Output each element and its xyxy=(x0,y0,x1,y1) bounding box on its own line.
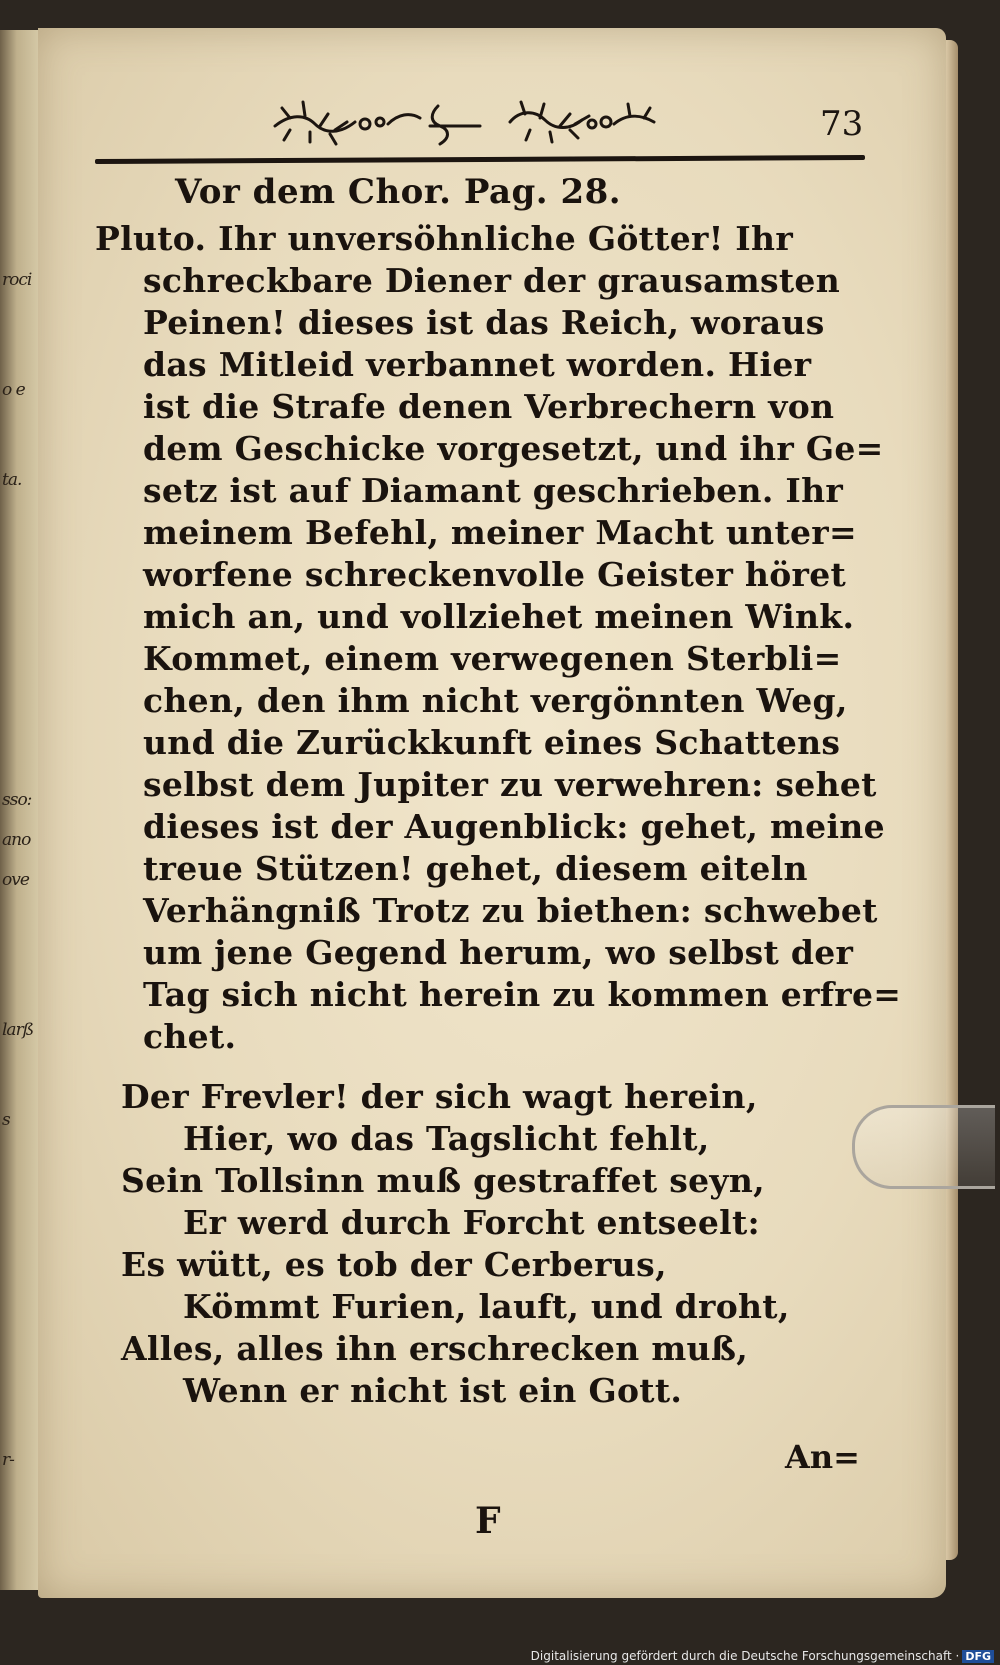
facing-page-fragment: o e xyxy=(2,380,25,400)
facing-page-fragment: r- xyxy=(2,1450,14,1470)
text-line: um jene Gegend herum, wo selbst der xyxy=(143,933,854,972)
page-footer xyxy=(95,1438,885,1552)
facing-page-fragment: roci xyxy=(2,270,32,290)
signature-mark: F xyxy=(475,1500,501,1542)
page-clip xyxy=(852,1105,995,1189)
text-line: setz ist auf Diamant geschrieben. Ihr xyxy=(143,471,844,510)
verse-line: Es wütt, es tob der Cerberus, xyxy=(121,1245,667,1284)
floral-ornament xyxy=(270,96,660,150)
verse-line: Wenn er nicht ist ein Gott. xyxy=(183,1371,683,1410)
text-line: treue Stützen! gehet, diesem eiteln xyxy=(143,849,808,888)
text-line: chet. xyxy=(143,1017,237,1056)
verse-line: Kömmt Furien, lauft, und droht, xyxy=(183,1287,790,1326)
text-line: dieses ist der Augenblick: gehet, meine xyxy=(143,807,885,846)
catchword: An= xyxy=(785,1438,860,1476)
text-line: Tag sich nicht herein zu kommen erfre= xyxy=(143,975,902,1014)
page-number: 73 xyxy=(820,104,864,144)
text-line: chen, den ihm nicht vergönnten Weg, xyxy=(143,681,848,720)
verse-line: Hier, wo das Tagslicht fehlt, xyxy=(183,1119,710,1158)
text-line: selbst dem Jupiter zu verwehren: sehet xyxy=(143,765,877,804)
section-heading: Vor dem Chor. Pag. 28. xyxy=(175,172,622,212)
text-line: mich an, und vollziehet meinen Wink. xyxy=(143,597,855,636)
verse-block xyxy=(95,1076,885,1412)
text-line: das Mitleid verbannet worden. Hier xyxy=(143,345,812,384)
text-line: Kommet, einem verwegenen Sterbli= xyxy=(143,639,842,678)
credit-text: Digitalisierung gefördert durch die Deutsche Forschungsgemeinschaft · xyxy=(530,1649,960,1663)
verse-line: Alles, alles ihn erschrecken muß, xyxy=(121,1329,748,1368)
text-line: Peinen! dieses ist das Reich, woraus xyxy=(143,303,825,342)
prose-block xyxy=(95,218,902,1058)
facing-page-fragment: sso: xyxy=(2,790,32,810)
facing-page-fragment: ano xyxy=(2,830,31,850)
page-text xyxy=(95,172,902,1412)
digitization-credit xyxy=(531,1649,994,1663)
verse-line: Der Frevler! der sich wagt herein, xyxy=(121,1077,758,1116)
facing-page-fragment: ove xyxy=(2,870,29,890)
text-line: meinem Befehl, meiner Macht unter= xyxy=(143,513,857,552)
facing-page-fragment: s xyxy=(2,1110,10,1130)
facing-page-fragment: ta. xyxy=(2,470,22,490)
text-line: und die Zurückkunft eines Schattens xyxy=(143,723,841,762)
text-line: ist die Strafe denen Verbrechern von xyxy=(143,387,835,426)
text-line: dem Geschicke vorgesetzt, und ihr Ge= xyxy=(143,429,884,468)
verse-line: Er werd durch Forcht entseelt: xyxy=(183,1203,761,1242)
dfg-logo-icon: DFG xyxy=(962,1650,994,1663)
text-line: worfene schreckenvolle Geister höret xyxy=(143,555,847,594)
text-line: schreckbare Diener der grausamsten xyxy=(143,261,841,300)
text-line: Verhängniß Trotz zu biethen: schwebet xyxy=(143,891,878,930)
verse-line: Sein Tollsinn muß gestraffet seyn, xyxy=(121,1161,765,1200)
text-line: Pluto. Ihr unversöhnliche Götter! Ihr xyxy=(95,219,794,258)
facing-page-fragment: larß xyxy=(2,1020,34,1040)
